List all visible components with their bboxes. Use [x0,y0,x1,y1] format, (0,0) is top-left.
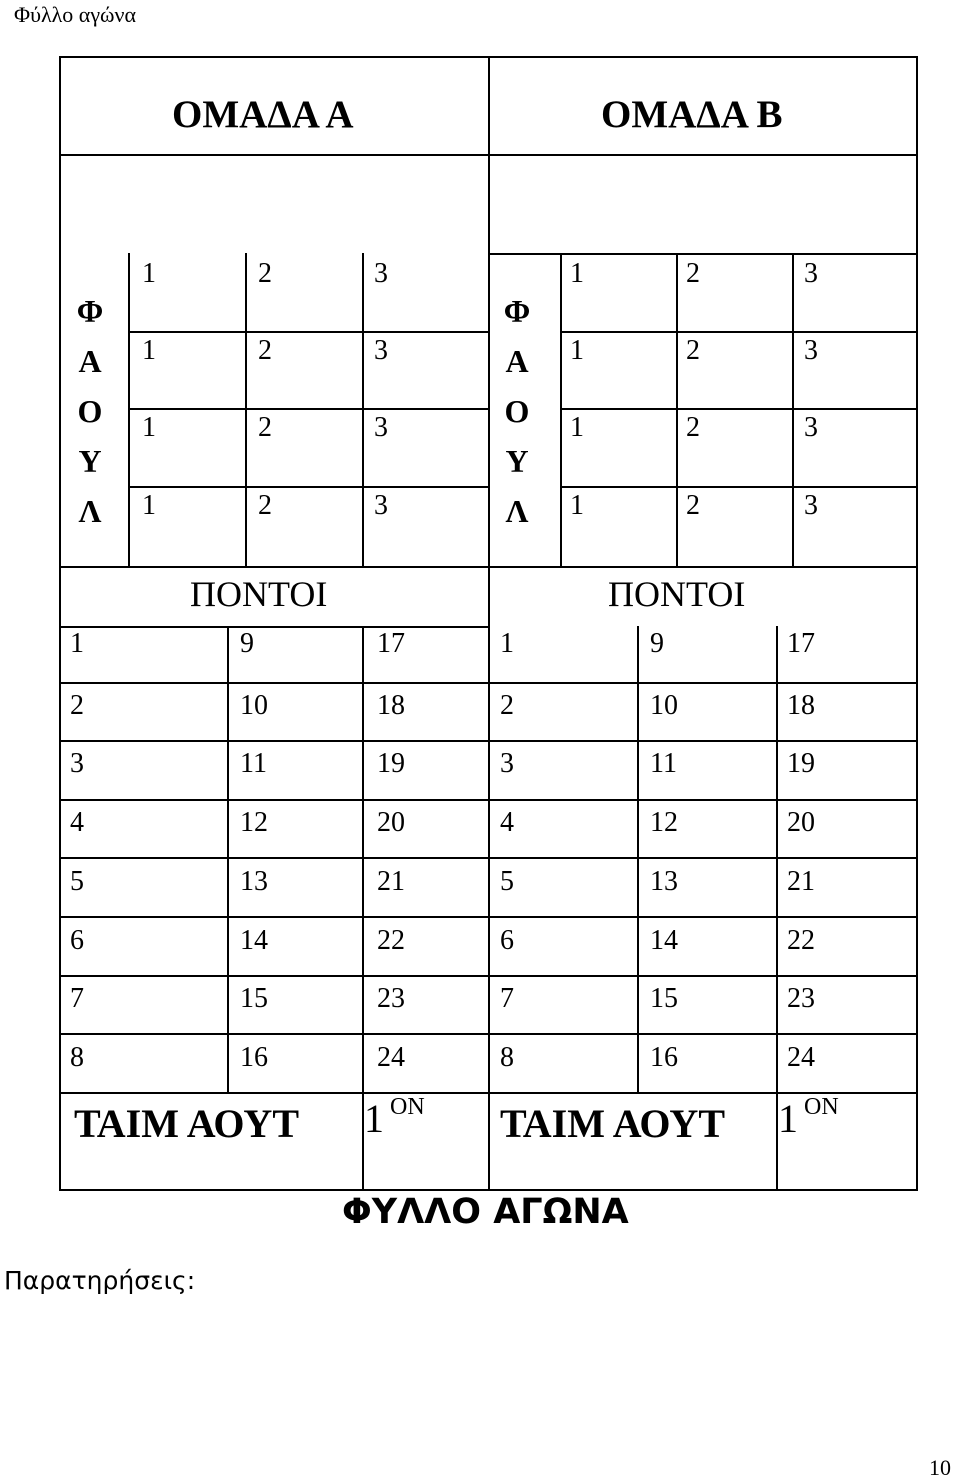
team-a-points-label: ΠΟΝΤΟΙ [190,574,328,614]
points-cell[interactable]: 6 [70,925,84,956]
points-cell[interactable]: 23 [787,983,815,1014]
timeout-number: 1 [778,1096,798,1141]
points-cell[interactable]: 9 [650,628,664,659]
points-cell[interactable]: 12 [650,807,678,838]
points-cell[interactable]: 6 [500,925,514,956]
grid-line [362,1092,364,1191]
points-cell[interactable]: 19 [377,748,405,779]
team-a-timeout-label: ΤΑΙΜ ΑΟΥΤ [74,1101,299,1146]
grid-line [676,253,678,566]
points-cell[interactable]: 1 [500,628,514,659]
team-b-timeout-label: ΤΑΙΜ ΑΟΥΤ [500,1101,725,1146]
grid-line [560,331,918,333]
points-cell[interactable]: 17 [787,628,815,659]
foul-cell[interactable]: 3 [374,258,388,289]
points-cell[interactable]: 3 [70,748,84,779]
foul-cell[interactable]: 2 [686,490,700,521]
notes-label: Παρατηρήσεις: [4,1266,196,1295]
grid-line [128,408,488,410]
points-cell[interactable]: 1 [70,628,84,659]
foul-cell[interactable]: 3 [374,490,388,521]
team-b-fouls-label [497,286,537,536]
points-cell[interactable]: 20 [787,807,815,838]
timeout-suffix: ΟΝ [804,1094,839,1120]
points-cell[interactable]: 5 [500,866,514,897]
grid-line [560,408,918,410]
points-cell[interactable]: 8 [500,1042,514,1073]
grid-line [128,331,488,333]
grid-line [59,626,488,628]
foul-cell[interactable]: 3 [374,335,388,366]
points-cell[interactable]: 23 [377,983,405,1014]
points-cell[interactable]: 4 [70,807,84,838]
team-b-name: ΟΜΑΔΑ Β [601,93,783,136]
fouls-letter: Ο [504,393,530,429]
grid-line [637,626,639,1092]
points-cell[interactable]: 14 [650,925,678,956]
points-cell[interactable]: 21 [377,866,405,897]
points-cell[interactable]: 15 [240,983,268,1014]
points-cell[interactable]: 11 [240,748,267,779]
team-a-name: ΟΜΑΔΑ Α [172,93,354,136]
points-cell[interactable]: 2 [70,690,84,721]
team-b-points-label: ΠΟΝΤΟΙ [608,574,746,614]
page-number: 10 [929,1455,951,1480]
points-cell[interactable]: 3 [500,748,514,779]
points-cell[interactable]: 4 [500,807,514,838]
foul-cell[interactable]: 1 [142,258,156,289]
foul-cell[interactable]: 1 [570,412,584,443]
fouls-letter: Α [505,343,529,379]
timeout-suffix: ΟΝ [390,1094,425,1120]
points-cell[interactable]: 8 [70,1042,84,1073]
grid-line [776,626,778,1092]
foul-cell[interactable]: 1 [142,490,156,521]
grid-line [488,56,490,1191]
team-a-timeout-count[interactable] [364,1095,425,1142]
points-cell[interactable]: 2 [500,690,514,721]
timeout-number: 1 [364,1096,384,1141]
grid-line [560,253,562,566]
points-cell[interactable]: 24 [787,1042,815,1073]
points-cell[interactable]: 22 [377,925,405,956]
foul-cell[interactable]: 3 [804,490,818,521]
team-a-fouls-label [70,286,110,536]
foul-cell[interactable]: 2 [686,335,700,366]
sheet-title: ΦΥΛΛΟ ΑΓΩΝΑ [342,1192,629,1232]
points-cell[interactable]: 16 [650,1042,678,1073]
grid-line [362,626,364,1092]
points-cell[interactable]: 11 [650,748,677,779]
fouls-letter: Φ [76,293,104,329]
foul-cell[interactable]: 1 [570,335,584,366]
grid-line [560,486,918,488]
points-cell[interactable]: 21 [787,866,815,897]
page-title: Φύλλο αγώνα [14,2,137,27]
fouls-letter: Α [78,343,102,379]
points-cell[interactable]: 17 [377,628,405,659]
team-b-timeout-count[interactable] [778,1095,839,1142]
points-cell[interactable]: 10 [240,690,268,721]
foul-cell[interactable]: 3 [804,258,818,289]
grid-line [128,253,130,566]
grid-line [792,253,794,566]
foul-cell[interactable]: 1 [570,490,584,521]
foul-cell[interactable]: 3 [374,412,388,443]
foul-cell[interactable]: 2 [686,412,700,443]
fouls-letter: Υ [505,443,529,479]
foul-cell[interactable]: 3 [804,335,818,366]
points-cell[interactable]: 16 [240,1042,268,1073]
points-cell[interactable]: 7 [70,983,84,1014]
points-cell[interactable]: 10 [650,690,678,721]
points-cell[interactable]: 13 [650,866,678,897]
foul-cell[interactable]: 2 [258,412,272,443]
points-cell[interactable]: 18 [787,690,815,721]
fouls-letter: Λ [505,493,529,529]
points-cell[interactable]: 9 [240,628,254,659]
foul-cell[interactable]: 2 [258,335,272,366]
grid-line [776,1092,778,1191]
fouls-letter: Υ [78,443,102,479]
foul-cell[interactable]: 3 [804,412,818,443]
points-cell[interactable]: 15 [650,983,678,1014]
points-cell[interactable]: 14 [240,925,268,956]
foul-cell[interactable]: 1 [142,412,156,443]
foul-cell[interactable]: 1 [142,335,156,366]
points-cell[interactable]: 12 [240,807,268,838]
points-cell[interactable]: 7 [500,983,514,1014]
grid-line [128,486,488,488]
foul-cell[interactable]: 2 [686,258,700,289]
fouls-letter: Φ [503,293,531,329]
grid-line [362,253,364,566]
points-cell[interactable]: 18 [377,690,405,721]
points-cell[interactable]: 22 [787,925,815,956]
points-cell[interactable]: 20 [377,807,405,838]
fouls-letter: Ο [77,393,103,429]
foul-cell[interactable]: 1 [570,258,584,289]
points-cell[interactable]: 19 [787,748,815,779]
grid-line [227,626,229,1092]
grid-line [488,253,918,255]
grid-line [245,253,247,566]
foul-cell[interactable]: 2 [258,490,272,521]
fouls-letter: Λ [78,493,102,529]
foul-cell[interactable]: 2 [258,258,272,289]
points-cell[interactable]: 5 [70,866,84,897]
points-cell[interactable]: 13 [240,866,268,897]
points-cell[interactable]: 24 [377,1042,405,1073]
